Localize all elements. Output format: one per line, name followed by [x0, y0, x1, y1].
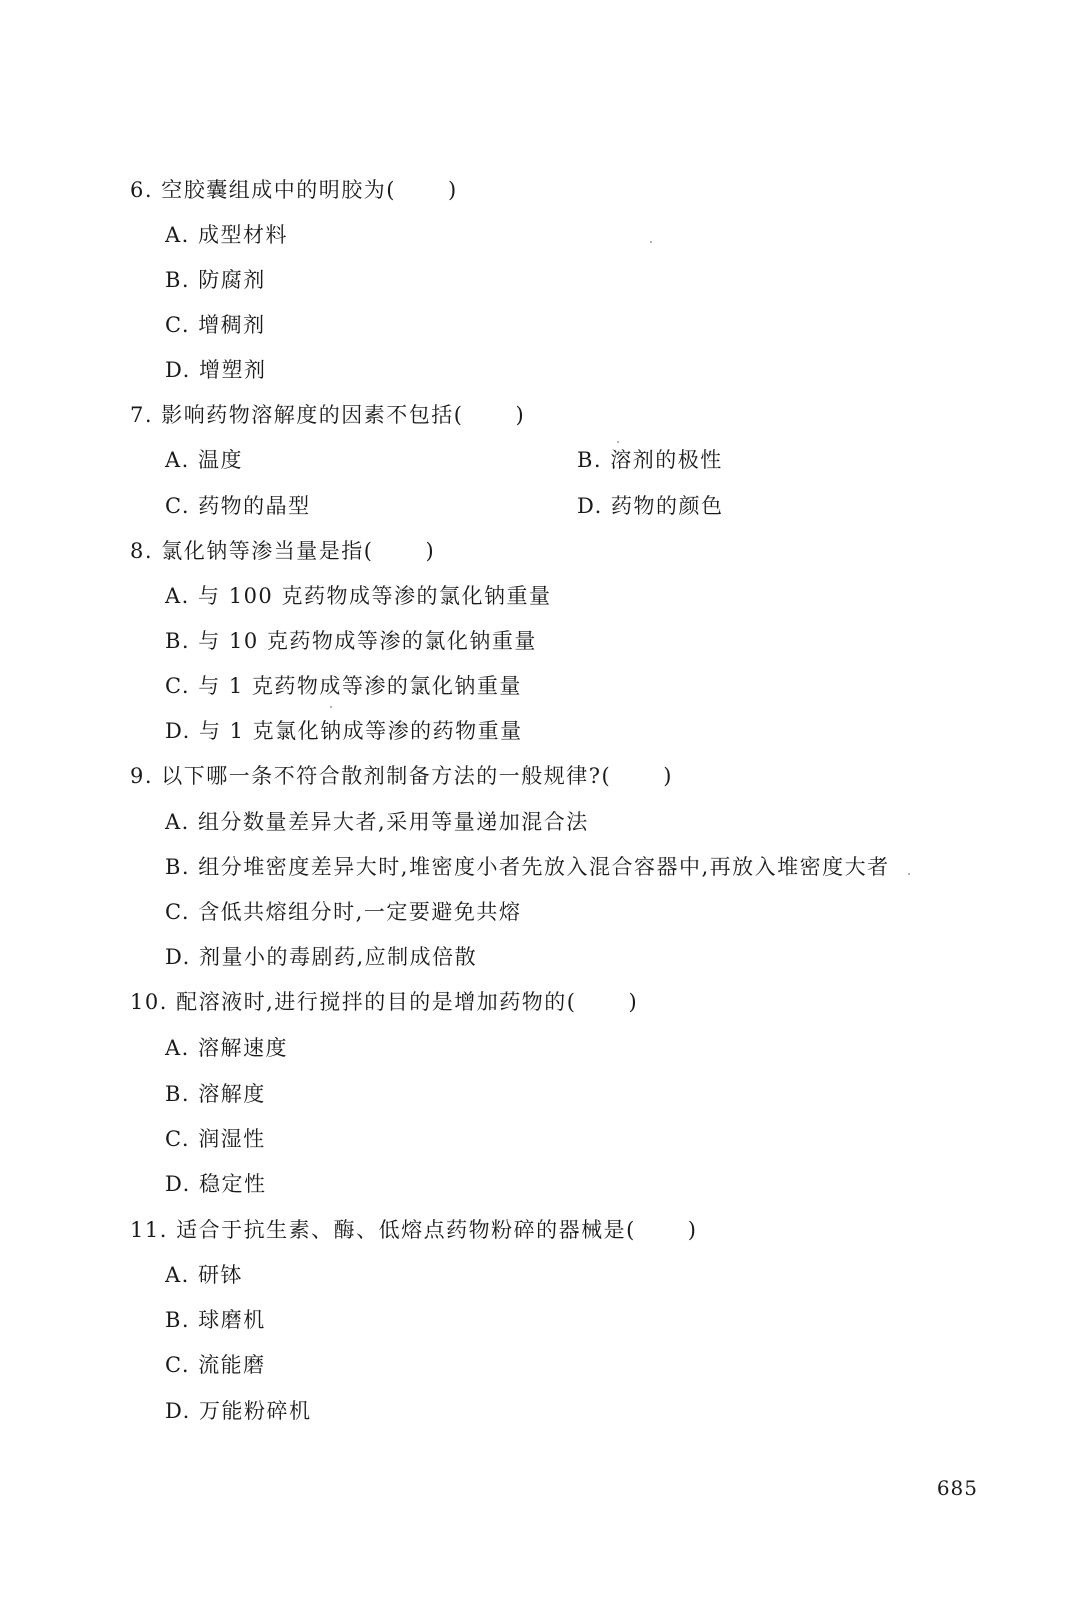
question-text: 影响药物溶解度的因素不包括( [161, 403, 464, 427]
option-text: 流能磨 [198, 1353, 266, 1377]
option-text: 增塑剂 [198, 358, 267, 382]
question-9-option-a [165, 804, 589, 840]
question-10-option-c [165, 1121, 266, 1157]
page-number: 685 [936, 1476, 978, 1500]
question-9-option-d [165, 939, 477, 975]
option-letter: B. [165, 1082, 191, 1106]
option-text: 剂量小的毒剧药,应制成倍散 [198, 945, 478, 969]
option-text: 温度 [198, 448, 244, 472]
question-text: 氯化钠等渗当量是指( [161, 539, 374, 563]
question-11-option-d [165, 1393, 311, 1429]
option-text: 组分堆密度差异大时,堆密度小者先放入混合容器中,再放入堆密度大者 [198, 855, 890, 879]
option-text: 溶解度 [198, 1082, 266, 1106]
question-number: 11. [130, 1218, 168, 1242]
question-number: 9. [130, 764, 154, 788]
question-number: 6. [130, 178, 154, 202]
option-text: 组分数量差异大者,采用等量递加混合法 [198, 810, 589, 834]
question-6-option-a [165, 217, 288, 253]
answer-paren-close: ) [628, 990, 639, 1014]
option-letter: C. [165, 674, 190, 698]
option-letter: A. [165, 1036, 190, 1060]
option-letter: B. [165, 855, 191, 879]
answer-paren-close: ) [515, 403, 526, 427]
option-text: 药物的晶型 [198, 494, 311, 518]
option-letter: B. [165, 1308, 191, 1332]
option-text: 球磨机 [198, 1308, 266, 1332]
option-letter: D. [165, 1399, 191, 1423]
question-text: 空胶囊组成中的明胶为( [161, 178, 396, 202]
option-text: 药物的颜色 [610, 494, 724, 518]
option-letter: A. [165, 223, 190, 247]
option-letter: B. [577, 448, 603, 472]
option-letter: D. [165, 358, 191, 382]
option-text: 与 1 克氯化钠成等渗的药物重量 [198, 719, 523, 743]
scan-speck [330, 706, 332, 708]
question-8-option-d [165, 713, 523, 749]
question-9-option-c [165, 894, 521, 930]
option-letter: A. [165, 1263, 190, 1287]
option-text: 增稠剂 [198, 313, 266, 337]
option-letter: C. [165, 313, 190, 337]
option-text: 万能粉碎机 [198, 1399, 312, 1423]
answer-paren-close: ) [663, 764, 673, 788]
question-7-option-a [165, 442, 243, 478]
option-letter: A. [165, 810, 190, 834]
option-letter: C. [165, 1353, 190, 1377]
answer-paren-close: ) [425, 539, 436, 563]
question-9-option-b [165, 849, 890, 885]
option-letter: A. [165, 584, 190, 608]
scan-speck [650, 241, 652, 243]
option-letter: D. [165, 945, 191, 969]
option-letter: C. [165, 494, 190, 518]
question-7-stem [130, 397, 525, 433]
option-letter: D. [577, 494, 603, 518]
option-text: 防腐剂 [198, 268, 266, 292]
option-text: 与 1 克药物成等渗的氯化钠重量 [198, 674, 522, 698]
question-text: 以下哪一条不符合散剂制备方法的一般规律?( [161, 764, 612, 788]
question-10-stem [130, 984, 638, 1020]
option-letter: C. [165, 900, 190, 924]
question-10-option-b [165, 1076, 266, 1112]
question-number: 7. [130, 403, 154, 427]
question-7-option-d [577, 488, 723, 524]
question-text: 适合于抗生素、酶、低熔点药物粉碎的器械是( [176, 1218, 636, 1242]
option-letter: B. [165, 629, 191, 653]
question-11-option-c [165, 1347, 266, 1383]
question-7-option-b [577, 442, 723, 478]
option-text: 成型材料 [198, 223, 289, 247]
question-11-option-b [165, 1302, 266, 1338]
option-text: 溶剂的极性 [610, 448, 723, 472]
answer-paren-close: ) [447, 178, 458, 202]
question-8-option-c [165, 668, 522, 704]
question-11-stem [130, 1212, 698, 1248]
question-8-option-a [165, 578, 551, 614]
scan-speck [617, 441, 619, 443]
question-8-option-b [165, 623, 537, 659]
option-letter: A. [165, 448, 190, 472]
question-11-option-a [165, 1257, 243, 1293]
option-letter: D. [165, 719, 191, 743]
option-text: 含低共熔组分时,一定要避免共熔 [198, 900, 522, 924]
option-letter: C. [165, 1127, 190, 1151]
answer-paren-close: ) [687, 1218, 698, 1242]
question-6-stem [130, 172, 458, 208]
option-text: 与 100 克药物成等渗的氯化钠重量 [198, 584, 552, 608]
question-10-option-a [165, 1030, 288, 1066]
question-6-option-d [165, 352, 266, 388]
option-text: 与 10 克药物成等渗的氯化钠重量 [198, 629, 537, 653]
question-text: 配溶液时,进行搅拌的目的是增加药物的( [176, 990, 577, 1014]
question-6-option-b [165, 262, 266, 298]
option-text: 润湿性 [198, 1127, 266, 1151]
scan-speck [908, 873, 910, 875]
question-number: 8. [130, 539, 154, 563]
question-8-stem [130, 533, 435, 569]
question-number: 10. [130, 990, 168, 1014]
option-letter: B. [165, 268, 191, 292]
option-text: 溶解速度 [198, 1036, 289, 1060]
option-text: 稳定性 [198, 1172, 267, 1196]
option-letter: D. [165, 1172, 191, 1196]
question-9-stem [130, 758, 673, 794]
question-7-option-c [165, 488, 311, 524]
option-text: 研钵 [198, 1263, 244, 1287]
question-10-option-d [165, 1166, 266, 1202]
question-6-option-c [165, 307, 266, 343]
